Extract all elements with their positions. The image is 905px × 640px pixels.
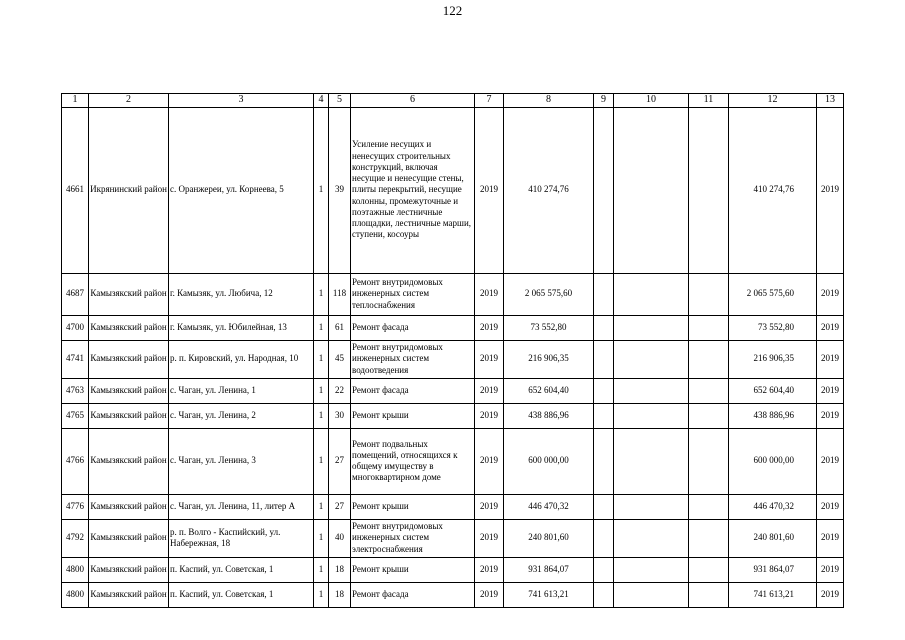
col11-cell	[689, 107, 729, 273]
col11-cell	[689, 403, 729, 428]
year-cell: 2019	[475, 494, 504, 519]
total-cell: 240 801,60	[729, 519, 817, 557]
col9-cell	[594, 494, 614, 519]
table-row	[62, 273, 844, 315]
col10-cell	[614, 519, 689, 557]
work-type-cell: Ремонт крыши	[351, 557, 475, 582]
row-id-cell: 4792	[62, 519, 89, 557]
col4-cell: 1	[314, 519, 329, 557]
district-cell: Камызякский район	[89, 403, 169, 428]
end-year-cell: 2019	[817, 403, 844, 428]
col4-cell: 1	[314, 315, 329, 340]
amount-cell: 652 604,40	[504, 378, 594, 403]
row-id-cell: 4766	[62, 428, 89, 494]
district-cell: Камызякский район	[89, 582, 169, 607]
column-number: 1	[62, 94, 89, 108]
col9-cell	[594, 557, 614, 582]
table-row	[62, 582, 844, 607]
work-type-cell: Ремонт внутридомовых инженерных систем электроснабжения	[351, 519, 475, 557]
year-cell: 2019	[475, 519, 504, 557]
column-number: 13	[817, 94, 844, 108]
column-number: 9	[594, 94, 614, 108]
row-id-cell: 4776	[62, 494, 89, 519]
amount-cell: 73 552,80	[504, 315, 594, 340]
work-type-cell: Ремонт фасада	[351, 582, 475, 607]
work-type-cell: Усиление несущих и ненесущих строительных конструкций, включая несущие и ненесущие стены, плиты перекрытий, несущие колонны, промежуточные и поэтажные лестничные площадки, лестничные марши, ступени, косоуры	[351, 107, 475, 273]
address-cell: п. Каспий, ул. Советская, 1	[169, 557, 314, 582]
col10-cell	[614, 315, 689, 340]
row-id-cell: 4741	[62, 340, 89, 378]
col9-cell	[594, 315, 614, 340]
year-cell: 2019	[475, 378, 504, 403]
work-type-cell: Ремонт внутридомовых инженерных систем водоотведения	[351, 340, 475, 378]
amount-cell: 2 065 575,60	[504, 273, 594, 315]
work-type-cell: Ремонт фасада	[351, 378, 475, 403]
table-row	[62, 494, 844, 519]
district-cell: Камызякский район	[89, 378, 169, 403]
table-row	[62, 403, 844, 428]
col4-cell: 1	[314, 557, 329, 582]
col10-cell	[614, 557, 689, 582]
row-id-cell: 4800	[62, 582, 89, 607]
work-type-cell: Ремонт подвальных помещений, относящихся к общему имуществу в многоквартирном доме	[351, 428, 475, 494]
row-id-cell: 4765	[62, 403, 89, 428]
district-cell: Икрянинский район	[89, 107, 169, 273]
col4-cell: 1	[314, 340, 329, 378]
amount-cell: 446 470,32	[504, 494, 594, 519]
col9-cell	[594, 428, 614, 494]
total-cell: 741 613,21	[729, 582, 817, 607]
column-number-row	[62, 94, 844, 108]
end-year-cell: 2019	[817, 494, 844, 519]
col5-cell: 118	[329, 273, 351, 315]
column-number: 8	[504, 94, 594, 108]
col11-cell	[689, 273, 729, 315]
year-cell: 2019	[475, 107, 504, 273]
col9-cell	[594, 519, 614, 557]
column-number: 2	[89, 94, 169, 108]
col11-cell	[689, 494, 729, 519]
col10-cell	[614, 273, 689, 315]
column-number: 7	[475, 94, 504, 108]
amount-cell: 741 613,21	[504, 582, 594, 607]
address-cell: с. Оранжереи, ул. Корнеева, 5	[169, 107, 314, 273]
column-number: 6	[351, 94, 475, 108]
col10-cell	[614, 428, 689, 494]
end-year-cell: 2019	[817, 378, 844, 403]
end-year-cell: 2019	[817, 557, 844, 582]
row-id-cell: 4800	[62, 557, 89, 582]
col10-cell	[614, 340, 689, 378]
amount-cell: 931 864,07	[504, 557, 594, 582]
col11-cell	[689, 315, 729, 340]
col11-cell	[689, 428, 729, 494]
address-cell: с. Чаган, ул. Ленина, 3	[169, 428, 314, 494]
col9-cell	[594, 340, 614, 378]
column-number: 12	[729, 94, 817, 108]
year-cell: 2019	[475, 273, 504, 315]
end-year-cell: 2019	[817, 340, 844, 378]
col4-cell: 1	[314, 582, 329, 607]
total-cell: 600 000,00	[729, 428, 817, 494]
address-cell: р. п. Кировский, ул. Народная, 10	[169, 340, 314, 378]
end-year-cell: 2019	[817, 428, 844, 494]
table-row	[62, 519, 844, 557]
col5-cell: 18	[329, 582, 351, 607]
total-cell: 410 274,76	[729, 107, 817, 273]
table-row	[62, 315, 844, 340]
table-row	[62, 340, 844, 378]
col10-cell	[614, 107, 689, 273]
col9-cell	[594, 582, 614, 607]
district-cell: Камызякский район	[89, 428, 169, 494]
work-type-cell: Ремонт внутридомовых инженерных систем теплоснабжения	[351, 273, 475, 315]
work-type-cell: Ремонт крыши	[351, 403, 475, 428]
col11-cell	[689, 340, 729, 378]
end-year-cell: 2019	[817, 519, 844, 557]
col4-cell: 1	[314, 273, 329, 315]
total-cell: 216 906,35	[729, 340, 817, 378]
year-cell: 2019	[475, 428, 504, 494]
total-cell: 931 864,07	[729, 557, 817, 582]
year-cell: 2019	[475, 582, 504, 607]
col5-cell: 40	[329, 519, 351, 557]
amount-cell: 410 274,76	[504, 107, 594, 273]
address-cell: с. Чаган, ул. Ленина, 1	[169, 378, 314, 403]
col5-cell: 39	[329, 107, 351, 273]
col5-cell: 22	[329, 378, 351, 403]
col5-cell: 27	[329, 428, 351, 494]
amount-cell: 216 906,35	[504, 340, 594, 378]
col9-cell	[594, 273, 614, 315]
col5-cell: 27	[329, 494, 351, 519]
district-cell: Камызякский район	[89, 557, 169, 582]
address-cell: г. Камызяк, ул. Юбилейная, 13	[169, 315, 314, 340]
col11-cell	[689, 557, 729, 582]
page-number: 122	[442, 3, 463, 18]
row-id-cell: 4700	[62, 315, 89, 340]
col11-cell	[689, 582, 729, 607]
column-number: 11	[689, 94, 729, 108]
table-row	[62, 107, 844, 273]
total-cell: 652 604,40	[729, 378, 817, 403]
district-cell: Камызякский район	[89, 273, 169, 315]
end-year-cell: 2019	[817, 107, 844, 273]
col5-cell: 61	[329, 315, 351, 340]
district-cell: Камызякский район	[89, 494, 169, 519]
amount-cell: 438 886,96	[504, 403, 594, 428]
col4-cell: 1	[314, 107, 329, 273]
year-cell: 2019	[475, 403, 504, 428]
row-id-cell: 4763	[62, 378, 89, 403]
col9-cell	[594, 378, 614, 403]
col9-cell	[594, 403, 614, 428]
register-table	[61, 93, 844, 608]
end-year-cell: 2019	[817, 273, 844, 315]
col10-cell	[614, 582, 689, 607]
col5-cell: 18	[329, 557, 351, 582]
year-cell: 2019	[475, 315, 504, 340]
col4-cell: 1	[314, 378, 329, 403]
column-number: 4	[314, 94, 329, 108]
district-cell: Камызякский район	[89, 340, 169, 378]
total-cell: 73 552,80	[729, 315, 817, 340]
address-cell: с. Чаган, ул. Ленина, 11, литер А	[169, 494, 314, 519]
row-id-cell: 4687	[62, 273, 89, 315]
total-cell: 2 065 575,60	[729, 273, 817, 315]
address-cell: р. п. Волго - Каспийский, ул. Набережная, 18	[169, 519, 314, 557]
column-number: 5	[329, 94, 351, 108]
col10-cell	[614, 403, 689, 428]
district-cell: Камызякский район	[89, 315, 169, 340]
col10-cell	[614, 494, 689, 519]
column-number: 10	[614, 94, 689, 108]
address-cell: г. Камызяк, ул. Любича, 12	[169, 273, 314, 315]
address-cell: с. Чаган, ул. Ленина, 2	[169, 403, 314, 428]
total-cell: 438 886,96	[729, 403, 817, 428]
address-cell: п. Каспий, ул. Советская, 1	[169, 582, 314, 607]
year-cell: 2019	[475, 340, 504, 378]
end-year-cell: 2019	[817, 315, 844, 340]
row-id-cell: 4661	[62, 107, 89, 273]
amount-cell: 600 000,00	[504, 428, 594, 494]
col11-cell	[689, 378, 729, 403]
col5-cell: 45	[329, 340, 351, 378]
work-type-cell: Ремонт фасада	[351, 315, 475, 340]
table-body	[62, 94, 844, 608]
column-number: 3	[169, 94, 314, 108]
table-row	[62, 378, 844, 403]
table-row	[62, 428, 844, 494]
district-cell: Камызякский район	[89, 519, 169, 557]
table-row	[62, 557, 844, 582]
col5-cell: 30	[329, 403, 351, 428]
year-cell: 2019	[475, 557, 504, 582]
col4-cell: 1	[314, 428, 329, 494]
end-year-cell: 2019	[817, 582, 844, 607]
total-cell: 446 470,32	[729, 494, 817, 519]
col4-cell: 1	[314, 494, 329, 519]
col4-cell: 1	[314, 403, 329, 428]
col11-cell	[689, 519, 729, 557]
amount-cell: 240 801,60	[504, 519, 594, 557]
col10-cell	[614, 378, 689, 403]
work-type-cell: Ремонт крыши	[351, 494, 475, 519]
col9-cell	[594, 107, 614, 273]
